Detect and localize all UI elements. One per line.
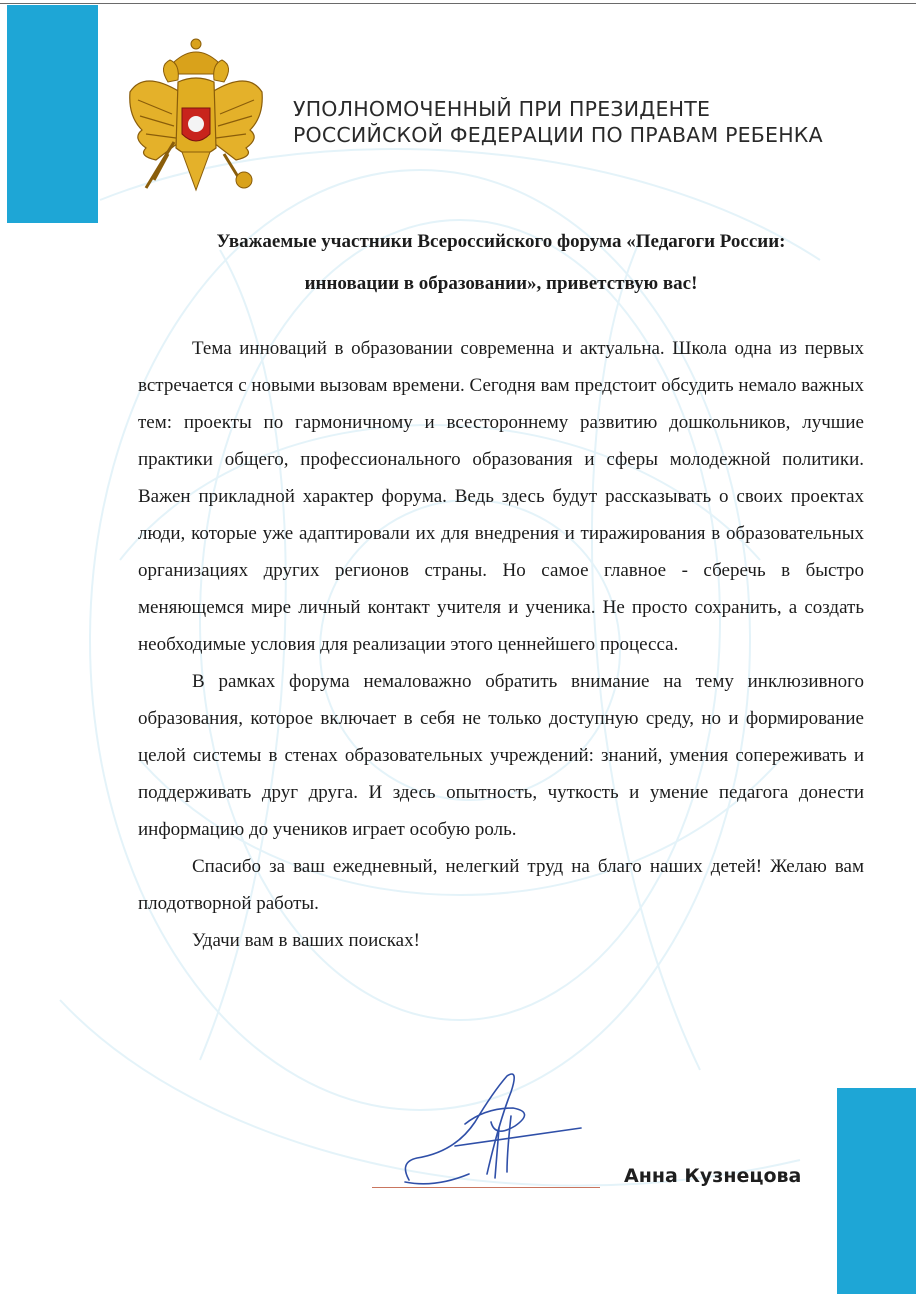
signature-line: [372, 1187, 600, 1188]
organization-title: [293, 96, 853, 148]
paragraph-4: Удачи вам в ваших поисках!: [192, 930, 420, 951]
signer-name: Анна Кузнецова: [624, 1165, 802, 1187]
top-rule: [0, 3, 916, 4]
letter-greeting: [138, 221, 864, 305]
paragraph-2: В рамках форума немаловажно обратить внимание на тему инклюзивного образования, которое включает в себя не только доступную среду, но и формирование целой системы в стенах образовательных учреждений: знаний, умения сопереживать и поддерживать друг друга. И здесь опытность, чуткость и умение педагога донести информацию до учеников играет особую роль.: [138, 671, 864, 840]
org-title-line-2: РОССИЙСКОЙ ФЕДЕРАЦИИ ПО ПРАВАМ РЕБЕНКА: [293, 123, 823, 147]
org-title-line-1: УПОЛНОМОЧЕННЫЙ ПРИ ПРЕЗИДЕНТЕ: [293, 97, 711, 121]
paragraph-1: Тема инноваций в образовании современна и актуальна. Школа одна из первых встречается с новыми вызовам времени. Сегодня вам предстоит обсудить немало важных тем: проекты по гармоничному и всестороннему развитию дошкольников, лучшие практики общего, профессионального образования и сферы молодежной политики. Важен прикладной характер форума. Ведь здесь будут рассказывать о своих проектах люди, которые уже адаптировали их для внедрения и тиражирования в образовательных организациях других регионов страны. Но самое главное - сберечь в быстро меняющемся мире личный контакт учителя и ученика. Не просто сохранить, а создать необходимые условия для реализации этого ценнейшего процесса.: [138, 338, 864, 655]
signature-icon: [395, 1062, 585, 1192]
accent-bar-bottom: [837, 1088, 916, 1294]
greeting-line-1: Уважаемые участники Всероссийского форума «Педагоги России:: [216, 231, 786, 252]
emblem-icon: [124, 30, 268, 196]
accent-bar-top: [7, 5, 98, 223]
letter-body: [138, 330, 864, 959]
greeting-line-2: инновации в образовании», приветствую вас!: [304, 273, 698, 294]
paragraph-3: Спасибо за ваш ежедневный, нелегкий труд на благо наших детей! Желаю вам плодотворной работы.: [138, 856, 864, 914]
